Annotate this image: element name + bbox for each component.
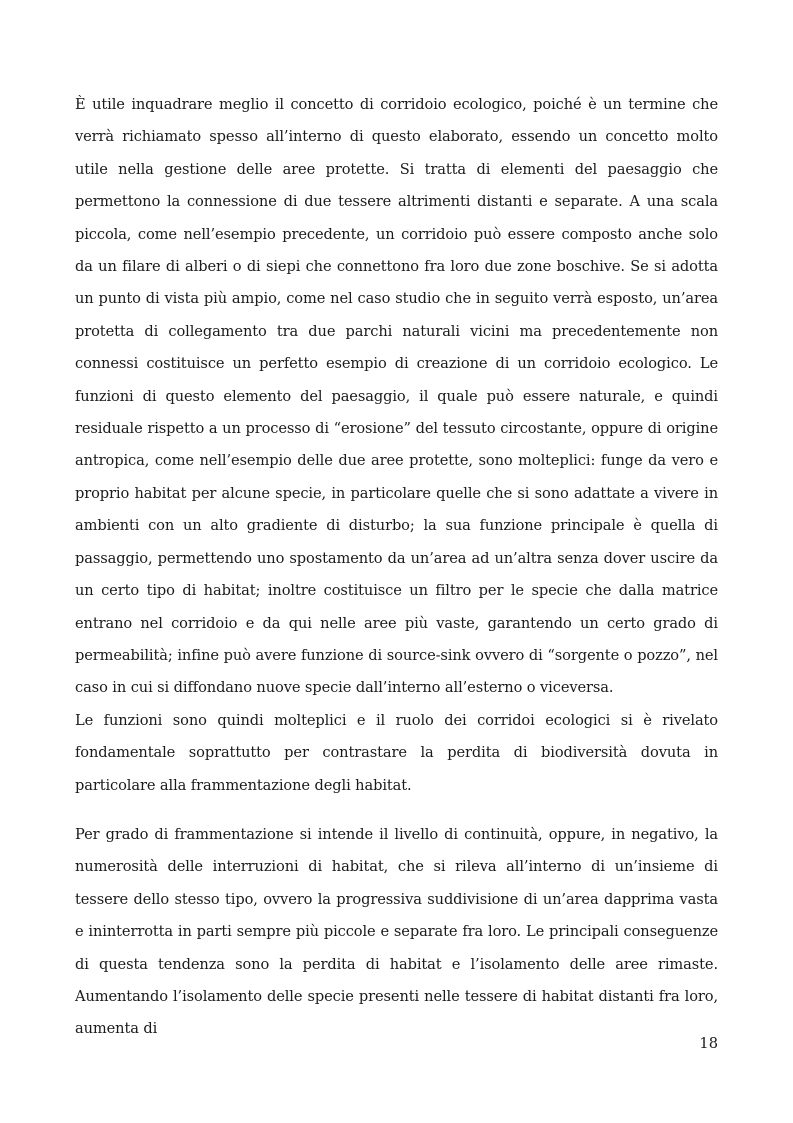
page-number: 18 [699, 1035, 718, 1052]
paragraph-corridoio-ecologico: È utile inquadrare meglio il concetto di corridoio ecologico, poiché è un termine che verrà richiamato spesso all’interno di questo elaborato, essendo un concetto molto utile nella gestione delle aree protette. Si tratta di elementi del paesaggio che permettono la connessione di due tessere altrimenti distanti e separate. A una scala piccola, come nell’esempio precedente, un corridoio può essere composto anche solo da un filare di alberi o di siepi che connettono fra loro due zone boschive. Se si adotta un punto di vista più ampio, come nel caso studio che in seguito verrà esposto, un’area protetta di collegamento tra due parchi naturali vicini ma precedentemente non connessi costituisce un perfetto esempio di creazione di un corridoio ecologico. Le funzioni di questo elemento del paesaggio, il quale può essere naturale, e quindi residuale rispetto a un processo di “erosione” del tessuto circostante, oppure di origine antropica, come nell’esempio delle due aree protette, sono molteplici: funge da vero e proprio habitat per alcune specie, in particolare quelle che si sono adattate a vivere in ambienti con un alto gradiente di disturbo; la sua funzione principale è quella di passaggio, permettendo uno spostamento da un’area ad un’altra senza dover uscire da un certo tipo di habitat; inoltre costituisce un filtro per le specie che dalla matrice entrano nel corridoio e da qui nelle aree più vaste, garantendo un certo grado di permeabilità; infine può avere funzione di source-sink ovvero di “sorgente o pozzo”, nel caso in cui si diffondano nuove specie dall’interno all’esterno o viceversa. [75, 96, 718, 697]
paragraph-frammentazione: Per grado di frammentazione si intende il livello di continuità, oppure, in negativo, la numerosità delle interruzioni di habitat, che si rileva all’interno di un’insieme di tessere dello stesso tipo, ovvero la progressiva suddivisione di un’area dapprima vasta e ininterrotta in parti sempre più piccole e separate fra loro. Le principali conseguenze di questa tendenza sono la perdita di habitat e l’isolamento delle aree rimaste. Aumentando l’isolamento delle specie presenti nelle tessere di habitat distanti fra loro, aumenta di [75, 825, 718, 1038]
paragraph-funzioni: Le funzioni sono quindi molteplici e il ruolo dei corridoi ecologici si è rivelato fondamentale soprattutto per contrastare la perdita di biodiversità dovuta in particolare alla frammentazione degli habitat. [75, 711, 718, 794]
body-text [75, 89, 718, 1046]
